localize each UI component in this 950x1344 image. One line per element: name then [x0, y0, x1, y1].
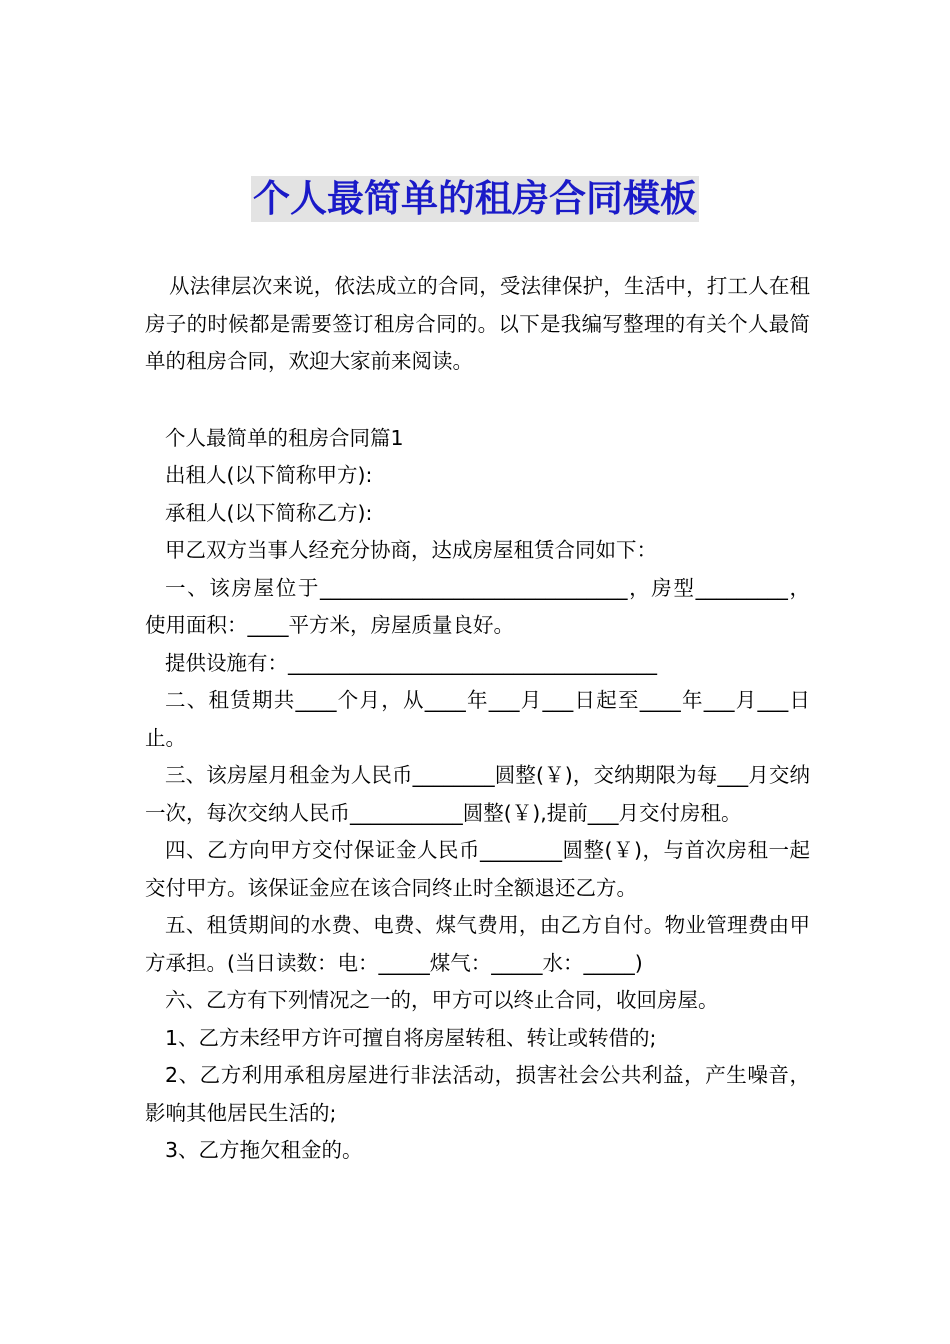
clause-3: 三、该房屋月租金为人民币________圆整(￥)，交纳期限为每___月交纳一次，每次交纳人民币___________圆整(￥),提前___月交付房租。 [145, 763, 810, 825]
sub-clause-1: 1、乙方未经甲方许可擅自将房屋转租、转让或转借的; [165, 1025, 657, 1050]
clause-1: 一、该房屋位于______________________________，房型_________，使用面积：____平方米，房屋质量良好。 [145, 575, 810, 637]
facilities-line: 提供设施有：____________________________________ [165, 650, 657, 675]
clause-4: 四、乙方向甲方交付保证金人民币________圆整(￥)，与首次房租一起交付甲方。该保证金应在该合同终止时全额退还乙方。 [145, 838, 810, 900]
intro-paragraph: 从法律层次来说，依法成立的合同，受法律保护，生活中，打工人在租房子的时候都是需要签订租房合同的。以下是我编写整理的有关个人最简单的租房合同，欢迎大家前来阅读。 [145, 274, 810, 373]
document-body [145, 268, 810, 1170]
document-title: 个人最简单的租房合同模板 [253, 177, 697, 220]
title-container [0, 176, 950, 222]
intro-section [145, 268, 810, 381]
sub-clause-3: 3、乙方拖欠租金的。 [165, 1138, 363, 1162]
agreement-line: 甲乙双方当事人经充分协商，达成房屋租赁合同如下： [165, 538, 657, 562]
lessor-line: 出租人(以下简称甲方): [165, 463, 373, 487]
sub-clause-2: 2、乙方利用承租房屋进行非法活动，损害社会公共利益，产生噪音，影响其他居民生活的; [145, 1063, 810, 1125]
lessee-line: 承租人(以下简称乙方): [165, 500, 373, 525]
clause-6: 六、乙方有下列情况之一的，甲方可以终止合同，收回房屋。 [165, 988, 719, 1012]
clause-2: 二、租赁期共____个月，从____年___月___日起至____年___月___日止。 [145, 688, 810, 750]
clause-5: 五、租赁期间的水费、电费、煤气费用，由乙方自付。物业管理费由甲方承担。(当日读数：电：_____煤气：_____水：_____) [145, 913, 810, 975]
paragraph-spacer [145, 381, 810, 420]
section-title: 个人最简单的租房合同篇1 [165, 425, 404, 450]
